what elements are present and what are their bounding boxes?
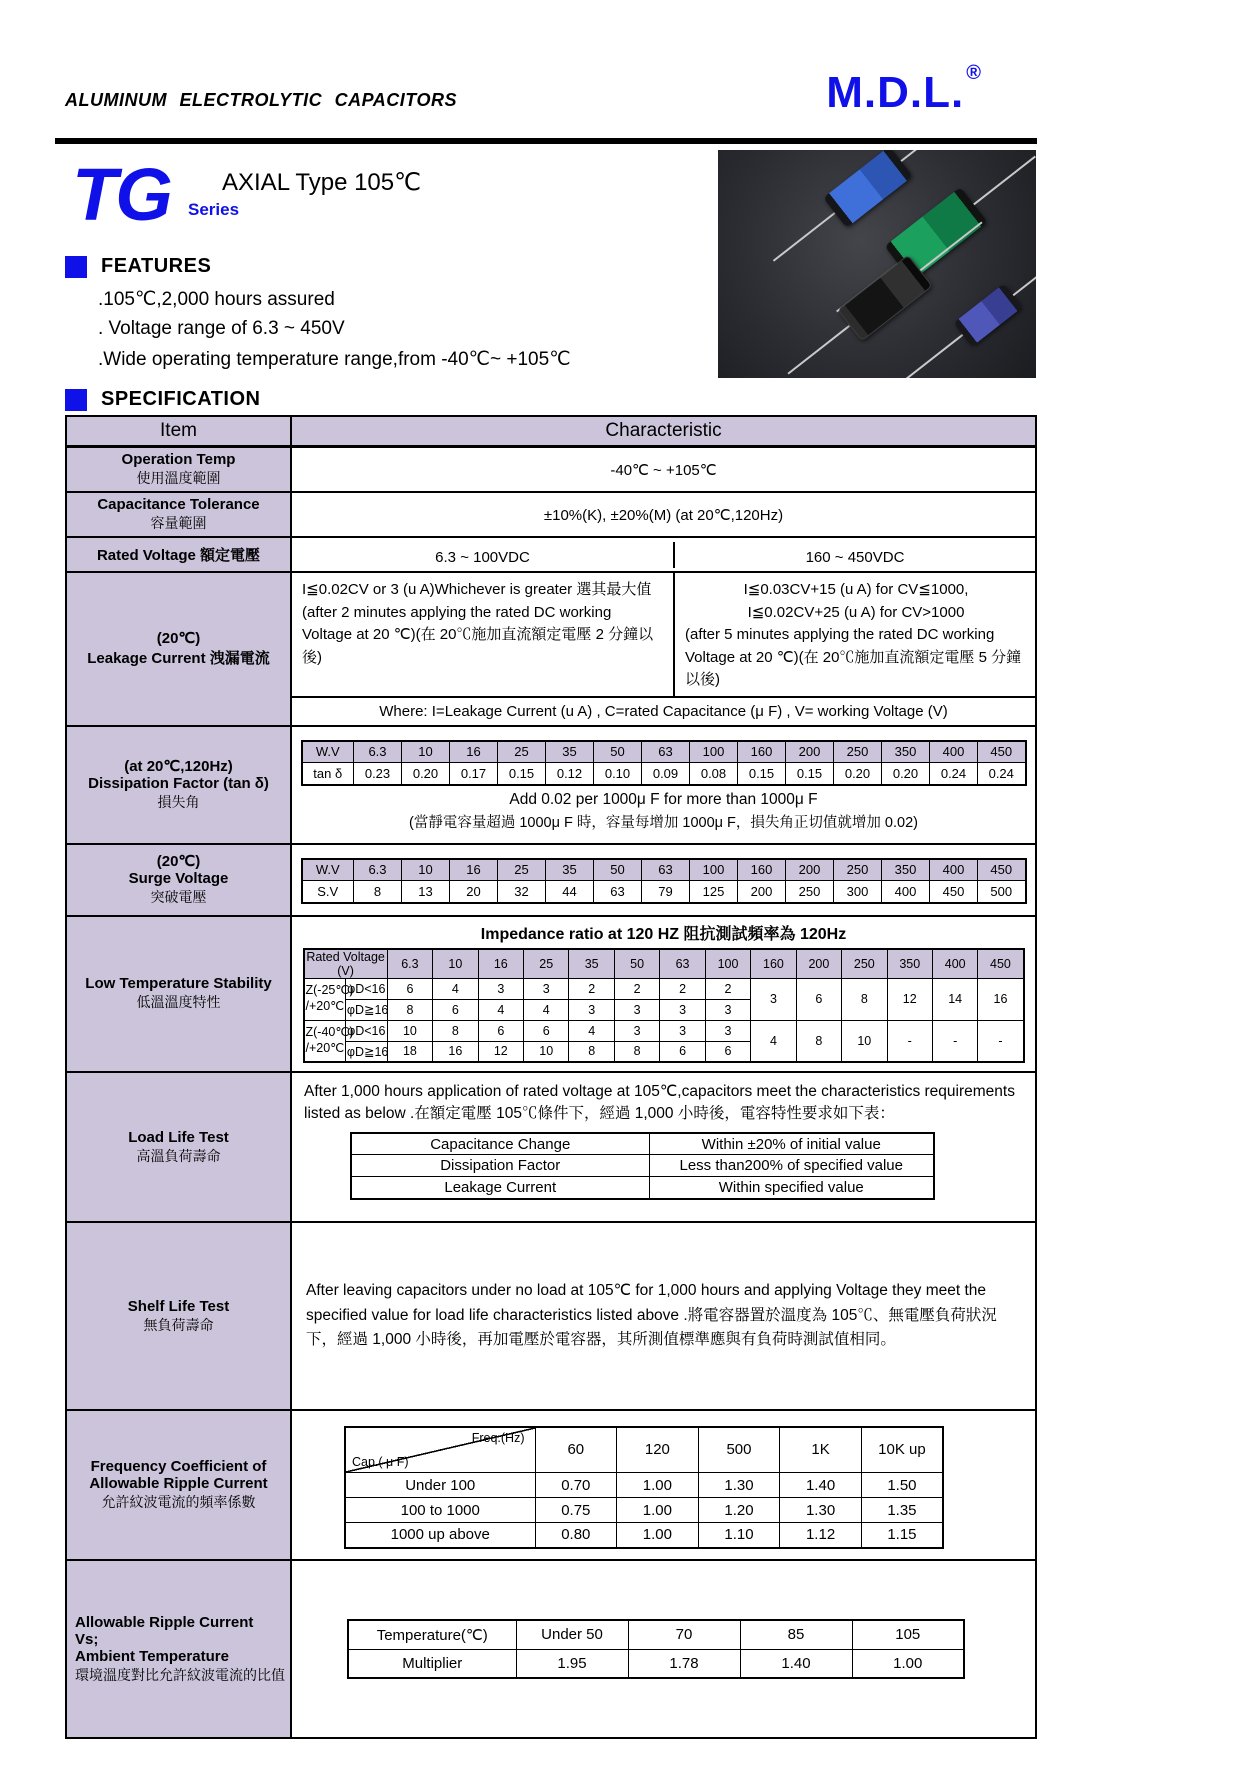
sv-value-cell: 300 <box>834 881 882 903</box>
impedance-merged-cell: 4 <box>751 1020 796 1062</box>
leakage-current-content <box>291 572 1036 726</box>
impedance-merged-cell: 8 <box>796 1020 841 1062</box>
impedance-value-cell: 2 <box>614 978 659 999</box>
voltage-header-cell: 25 <box>524 949 569 979</box>
leakage-current-label: (20℃) Leakage Current 洩漏電流 <box>66 572 291 726</box>
tan-value-cell: 0.24 <box>930 763 978 785</box>
load-life-table-row <box>351 1155 934 1177</box>
temp-group-cell: Z(-25℃) /+20℃ <box>304 978 346 1020</box>
surge-sv-row <box>302 881 1026 903</box>
tan-value-cell: 0.08 <box>690 763 738 785</box>
rated-voltage-header-cell: Rated Voltage (V) <box>304 949 388 979</box>
impedance-value-cell: 3 <box>569 999 614 1020</box>
sv-value-cell: 125 <box>690 881 738 903</box>
tan-value-cell: 0.12 <box>546 763 594 785</box>
impedance-value-cell: 10 <box>524 1041 569 1062</box>
wv-value-cell: 200 <box>786 859 834 881</box>
voltage-header-cell: 10 <box>433 949 478 979</box>
voltage-header-cell: 50 <box>614 949 659 979</box>
voltage-header-cell: 16 <box>478 949 523 979</box>
coefficient-cell: 1.35 <box>861 1498 943 1523</box>
impedance-value-cell: 8 <box>614 1041 659 1062</box>
voltage-header-cell: 63 <box>660 949 705 979</box>
wv-header-cell: W.V <box>302 859 354 881</box>
capacitance-tolerance-value: ±10%(K), ±20%(M) (at 20℃,120Hz) <box>291 492 1036 537</box>
diameter-cell: φD<16 <box>345 978 387 999</box>
load-life-table <box>350 1132 935 1200</box>
leakage-current-row <box>66 572 1036 726</box>
wv-value-cell: 63 <box>642 741 690 763</box>
capacitor-lead <box>901 334 964 378</box>
column-header-characteristic: Characteristic <box>291 416 1036 447</box>
wv-value-cell: 6.3 <box>354 859 402 881</box>
sv-header-cell: S.V <box>302 881 354 903</box>
wv-value-cell: 25 <box>498 859 546 881</box>
specification-section-heading <box>65 388 260 411</box>
tan-value-cell: 0.20 <box>402 763 450 785</box>
section-bullet-icon <box>65 256 87 278</box>
capacitor-lead <box>973 156 1036 206</box>
temperature-value-cell: 85 <box>740 1620 852 1649</box>
series-label: Series <box>188 200 240 219</box>
wv-value-cell: 350 <box>882 741 930 763</box>
diameter-cell: φD≧16 <box>345 999 387 1020</box>
freq-header-row <box>345 1427 943 1473</box>
temperature-value-cell: 105 <box>852 1620 964 1649</box>
surge-voltage-table <box>301 858 1027 904</box>
spec-header-row <box>66 416 1036 447</box>
capacitor-photo <box>718 150 1036 378</box>
impedance-merged-cell: 14 <box>932 978 977 1020</box>
criterion-cell: Leakage Current <box>351 1177 649 1199</box>
impedance-ratio-title: Impedance ratio at 120 HZ 阻抗測試頻率為 120Hz <box>480 925 847 943</box>
capacitor-lead <box>773 212 836 262</box>
impedance-value-cell: 8 <box>387 999 432 1020</box>
dissipation-factor-row <box>66 726 1036 844</box>
wv-value-cell: 250 <box>834 859 882 881</box>
impedance-value-cell: 3 <box>478 978 523 999</box>
freq-data-row <box>345 1523 943 1548</box>
sv-value-cell: 8 <box>354 881 402 903</box>
impedance-value-cell: 3 <box>660 999 705 1020</box>
surge-voltage-row <box>66 844 1036 916</box>
voltage-header-cell: 250 <box>842 949 887 979</box>
multiplier-value-cell: 1.00 <box>852 1649 964 1678</box>
tan-value-cell: 0.20 <box>834 763 882 785</box>
sv-value-cell: 200 <box>738 881 786 903</box>
wv-value-cell: 450 <box>978 859 1026 881</box>
capacitor-lead <box>900 150 963 162</box>
sv-value-cell: 79 <box>642 881 690 903</box>
sv-value-cell: 400 <box>882 881 930 903</box>
rated-voltage-values <box>291 537 1036 572</box>
multiplier-value-cell: 1.40 <box>740 1649 852 1678</box>
tan-value-cell: 0.20 <box>882 763 930 785</box>
surge-wv-row <box>302 859 1026 881</box>
wv-value-cell: 35 <box>546 741 594 763</box>
corner-freq-label: Freq.(Hz) <box>471 1430 525 1445</box>
load-life-table-row <box>351 1177 934 1199</box>
voltage-header-cell: 200 <box>796 949 841 979</box>
impedance-row <box>304 978 1024 999</box>
freq-header-cell: 10K up <box>861 1427 943 1473</box>
freq-cap-corner-cell <box>345 1427 535 1473</box>
wv-value-cell: 50 <box>594 741 642 763</box>
low-temp-content <box>291 916 1036 1073</box>
capacitance-tolerance-row <box>66 492 1036 537</box>
features-heading: FEATURES <box>101 255 212 277</box>
sv-value-cell: 44 <box>546 881 594 903</box>
ripple-multiplier-row <box>348 1649 964 1678</box>
coefficient-cell: 1.50 <box>861 1473 943 1498</box>
feature-item: .Wide operating temperature range,from -40℃~ +105℃ <box>98 349 571 370</box>
load-life-table-row <box>351 1133 934 1155</box>
wv-value-cell: 160 <box>738 741 786 763</box>
ripple-current-label: Allowable Ripple Current Vs; Ambient Temperature 環境溫度對比允許紋波電流的比值 <box>66 1560 291 1738</box>
tan-value-cell: 0.10 <box>594 763 642 785</box>
impedance-value-cell: 4 <box>569 1020 614 1041</box>
capacitor-body <box>823 150 913 228</box>
features-section-heading <box>65 255 211 278</box>
freq-coefficient-content <box>291 1410 1036 1560</box>
coefficient-cell: 1.15 <box>861 1523 943 1548</box>
wv-value-cell: 400 <box>930 859 978 881</box>
temperature-value-cell: 70 <box>628 1620 740 1649</box>
impedance-header-row <box>304 949 1024 979</box>
low-temp-label: Low Temperature Stability 低溫溫度特性 <box>66 916 291 1073</box>
criterion-cell: Capacitance Change <box>351 1133 649 1155</box>
multiplier-value-cell: 1.78 <box>628 1649 740 1678</box>
series-code: TG <box>72 153 171 236</box>
wv-value-cell: 35 <box>546 859 594 881</box>
cap-range-cell: Under 100 <box>345 1473 535 1498</box>
impedance-row <box>304 1020 1024 1041</box>
rated-voltage-high: 160 ~ 450VDC <box>805 548 905 566</box>
feature-item: . Voltage range of 6.3 ~ 450V <box>98 318 345 339</box>
specification-table <box>65 415 1037 1739</box>
wv-value-cell: 200 <box>786 741 834 763</box>
section-bullet-icon <box>65 389 87 411</box>
impedance-ratio-table <box>303 948 1025 1064</box>
impedance-value-cell: 4 <box>433 978 478 999</box>
coefficient-cell: 1.40 <box>780 1473 862 1498</box>
column-header-item: Item <box>66 416 291 447</box>
load-life-row <box>66 1072 1036 1222</box>
sv-value-cell: 13 <box>402 881 450 903</box>
wv-value-cell: 400 <box>930 741 978 763</box>
impedance-value-cell: 6 <box>478 1020 523 1041</box>
sv-value-cell: 450 <box>930 881 978 903</box>
voltage-header-cell: 400 <box>932 949 977 979</box>
impedance-merged-cell: 10 <box>842 1020 887 1062</box>
temperature-header-cell: Temperature(℃) <box>348 1620 516 1649</box>
coefficient-cell: 0.75 <box>535 1498 617 1523</box>
voltage-header-cell: 160 <box>751 949 796 979</box>
series-type-title: AXIAL Type 105℃ <box>222 169 422 196</box>
voltage-header-cell: 6.3 <box>387 949 432 979</box>
ripple-current-content <box>291 1560 1036 1738</box>
impedance-value-cell: 2 <box>660 978 705 999</box>
impedance-value-cell: 6 <box>705 1041 750 1062</box>
impedance-value-cell: 6 <box>433 999 478 1020</box>
surge-voltage-label: (20℃) Surge Voltage 突破電壓 <box>66 844 291 916</box>
dissipation-wv-row <box>302 741 1026 763</box>
header-divider <box>55 138 1037 144</box>
tan-value-cell: 0.23 <box>354 763 402 785</box>
impedance-value-cell: 2 <box>705 978 750 999</box>
dissipation-factor-content <box>291 726 1036 844</box>
coefficient-cell: 1.00 <box>617 1523 699 1548</box>
freq-header-cell: 500 <box>698 1427 780 1473</box>
capacitor-lead <box>1013 246 1036 296</box>
cap-range-cell: 1000 up above <box>345 1523 535 1548</box>
leakage-where-note: Where: I=Leakage Current (u A) , C=rated Capacitance (μ F) , V= working Voltage (V) <box>292 696 1035 725</box>
cap-range-cell: 100 to 1000 <box>345 1498 535 1523</box>
temp-group-cell: Z(-40℃) /+20℃ <box>304 1020 346 1062</box>
voltage-header-cell: 100 <box>705 949 750 979</box>
sv-value-cell: 63 <box>594 881 642 903</box>
coefficient-cell: 1.12 <box>780 1523 862 1548</box>
dissipation-table <box>301 740 1027 786</box>
rated-voltage-label: Rated Voltage 額定電壓 <box>66 537 291 572</box>
coefficient-cell: 1.00 <box>617 1498 699 1523</box>
impedance-merged-cell: - <box>978 1020 1024 1062</box>
coefficient-cell: 1.20 <box>698 1498 780 1523</box>
shelf-life-label: Shelf Life Test 無負荷壽命 <box>66 1222 291 1410</box>
impedance-value-cell: 3 <box>705 1020 750 1041</box>
tan-value-cell: 0.15 <box>786 763 834 785</box>
shelf-life-text: After leaving capacitors under no load at 105℃ for 1,000 hours and applying Voltage they meet the specified value for load life characteristics listed above .將電容器置於溫度為 105℃、無電壓負荷狀況下，經過 1,000 小時後，再加電壓於電容器，其所測值標準應與有負荷時測試值相同。 <box>306 1281 997 1349</box>
freq-data-row <box>345 1498 943 1523</box>
sv-value-cell: 32 <box>498 881 546 903</box>
leakage-high-text: I≦0.03CV+15 (u A) for CV≦1000, I≦0.02CV+25 (u A) for CV>1000 (after 5 minutes applying the rated DC working Voltage at 20 ℃)(在 20℃施加直流額定電壓 5 分鐘以後) <box>685 581 1022 688</box>
wv-value-cell: 16 <box>450 741 498 763</box>
requirement-cell: Within ±20% of initial value <box>649 1133 934 1155</box>
impedance-value-cell: 10 <box>387 1020 432 1041</box>
capacitor-body <box>954 283 1023 346</box>
impedance-merged-cell: - <box>932 1020 977 1062</box>
operation-temp-label: Operation Temp 使用溫度範圍 <box>66 447 291 493</box>
operation-temp-row <box>66 447 1036 493</box>
impedance-merged-cell: 3 <box>751 978 796 1020</box>
wv-value-cell: 63 <box>642 859 690 881</box>
tan-value-cell: 0.15 <box>498 763 546 785</box>
dissipation-tan-row <box>302 763 1026 785</box>
impedance-value-cell: 3 <box>524 978 569 999</box>
freq-data-row <box>345 1473 943 1498</box>
wv-value-cell: 160 <box>738 859 786 881</box>
coefficient-cell: 1.30 <box>698 1473 780 1498</box>
diameter-cell: φD<16 <box>345 1020 387 1041</box>
temperature-value-cell: Under 50 <box>516 1620 628 1649</box>
freq-coefficient-table <box>344 1426 944 1549</box>
capacitance-tolerance-label: Capacitance Tolerance 容量範圍 <box>66 492 291 537</box>
tan-value-cell: 0.17 <box>450 763 498 785</box>
impedance-value-cell: 8 <box>433 1020 478 1041</box>
impedance-merged-cell: 12 <box>887 978 932 1020</box>
coefficient-cell: 1.00 <box>617 1473 699 1498</box>
tan-value-cell: 0.09 <box>642 763 690 785</box>
brand-logo <box>826 62 982 118</box>
shelf-life-row <box>66 1222 1036 1410</box>
sv-value-cell: 500 <box>978 881 1026 903</box>
coefficient-cell: 1.30 <box>780 1498 862 1523</box>
capacitor-lead <box>787 325 850 375</box>
freq-header-cell: 60 <box>535 1427 617 1473</box>
wv-value-cell: 16 <box>450 859 498 881</box>
feature-item: .105℃,2,000 hours assured <box>98 289 335 310</box>
impedance-merged-cell: 8 <box>842 978 887 1020</box>
operation-temp-value: -40℃ ~ +105℃ <box>291 447 1036 493</box>
rated-voltage-row <box>66 537 1036 572</box>
load-life-intro: After 1,000 hours application of rated voltage at 105℃,capacitors meet the characteristics requirements listed as below .在額定電壓 105℃條件下，經過 1,000 小時後，電容特性要求如下表： <box>304 1083 1015 1123</box>
tan-header-cell: tan δ <box>302 763 354 785</box>
impedance-value-cell: 18 <box>387 1041 432 1062</box>
wv-value-cell: 100 <box>690 859 738 881</box>
tan-value-cell: 0.15 <box>738 763 786 785</box>
brand-name: M.D.L. <box>826 68 965 117</box>
criterion-cell: Dissipation Factor <box>351 1155 649 1177</box>
load-life-content <box>291 1072 1036 1222</box>
impedance-value-cell: 3 <box>614 1020 659 1041</box>
voltage-header-cell: 450 <box>978 949 1024 979</box>
coefficient-cell: 1.10 <box>698 1523 780 1548</box>
wv-value-cell: 50 <box>594 859 642 881</box>
impedance-value-cell: 6 <box>387 978 432 999</box>
diameter-cell: φD≧16 <box>345 1041 387 1062</box>
impedance-merged-cell: 6 <box>796 978 841 1020</box>
corner-cap-label: Cap.( μ F) <box>352 1455 409 1469</box>
leakage-low-text: I≦0.02CV or 3 (u A)Whichever is greater 選其最大值 (after 2 minutes applying the rated DC working Voltage at 20 ℃)(在 20℃施加直流額定電壓 2 分鐘以後) <box>292 573 675 696</box>
low-temp-stability-row <box>66 916 1036 1073</box>
dissipation-note-en: Add 0.02 per 1000μ F for more than 1000μ F <box>509 790 818 808</box>
requirement-cell: Within specified value <box>649 1177 934 1199</box>
impedance-value-cell: 6 <box>660 1041 705 1062</box>
ripple-current-row <box>66 1560 1036 1738</box>
coefficient-cell: 0.80 <box>535 1523 617 1548</box>
impedance-merged-cell: - <box>887 1020 932 1062</box>
voltage-header-cell: 350 <box>887 949 932 979</box>
impedance-value-cell: 2 <box>569 978 614 999</box>
dissipation-note-zh: (當靜電容量超過 1000μ F 時，容量每增加 1000μ F，損失角正切值就增加 0.02) <box>409 814 918 831</box>
impedance-value-cell: 4 <box>478 999 523 1020</box>
freq-header-cell: 1K <box>780 1427 862 1473</box>
sv-value-cell: 20 <box>450 881 498 903</box>
multiplier-value-cell: 1.95 <box>516 1649 628 1678</box>
impedance-value-cell: 6 <box>524 1020 569 1041</box>
impedance-value-cell: 3 <box>660 1020 705 1041</box>
wv-value-cell: 100 <box>690 741 738 763</box>
shelf-life-content <box>291 1222 1036 1410</box>
dissipation-factor-label: (at 20℃,120Hz) Dissipation Factor (tan δ) 損失角 <box>66 726 291 844</box>
ripple-current-table <box>347 1619 965 1679</box>
voltage-header-cell: 35 <box>569 949 614 979</box>
freq-coefficient-label: Frequency Coefficient of Allowable Ripple Current 允許紋波電流的頻率係數 <box>66 1410 291 1560</box>
ripple-header-row <box>348 1620 964 1649</box>
wv-value-cell: 10 <box>402 741 450 763</box>
rated-voltage-low: 6.3 ~ 100VDC <box>292 542 675 568</box>
impedance-value-cell: 12 <box>478 1041 523 1062</box>
freq-header-cell: 120 <box>617 1427 699 1473</box>
load-life-label: Load Life Test 高溫負荷壽命 <box>66 1072 291 1222</box>
impedance-value-cell: 16 <box>433 1041 478 1062</box>
specification-heading: SPECIFICATION <box>101 388 261 410</box>
impedance-value-cell: 3 <box>614 999 659 1020</box>
sv-value-cell: 250 <box>786 881 834 903</box>
impedance-value-cell: 4 <box>524 999 569 1020</box>
wv-value-cell: 25 <box>498 741 546 763</box>
wv-header-cell: W.V <box>302 741 354 763</box>
impedance-value-cell: 3 <box>705 999 750 1020</box>
freq-coefficient-row <box>66 1410 1036 1560</box>
tan-value-cell: 0.24 <box>978 763 1026 785</box>
coefficient-cell: 0.70 <box>535 1473 617 1498</box>
wv-value-cell: 6.3 <box>354 741 402 763</box>
requirement-cell: Less than200% of specified value <box>649 1155 934 1177</box>
wv-value-cell: 250 <box>834 741 882 763</box>
surge-voltage-content <box>291 844 1036 916</box>
document-title: ALUMINUM ELECTROLYTIC CAPACITORS <box>65 90 457 110</box>
impedance-value-cell: 8 <box>569 1041 614 1062</box>
impedance-merged-cell: 16 <box>978 978 1024 1020</box>
wv-value-cell: 450 <box>978 741 1026 763</box>
registered-trademark-icon: ® <box>966 62 982 84</box>
multiplier-header-cell: Multiplier <box>348 1649 516 1678</box>
wv-value-cell: 10 <box>402 859 450 881</box>
wv-value-cell: 350 <box>882 859 930 881</box>
